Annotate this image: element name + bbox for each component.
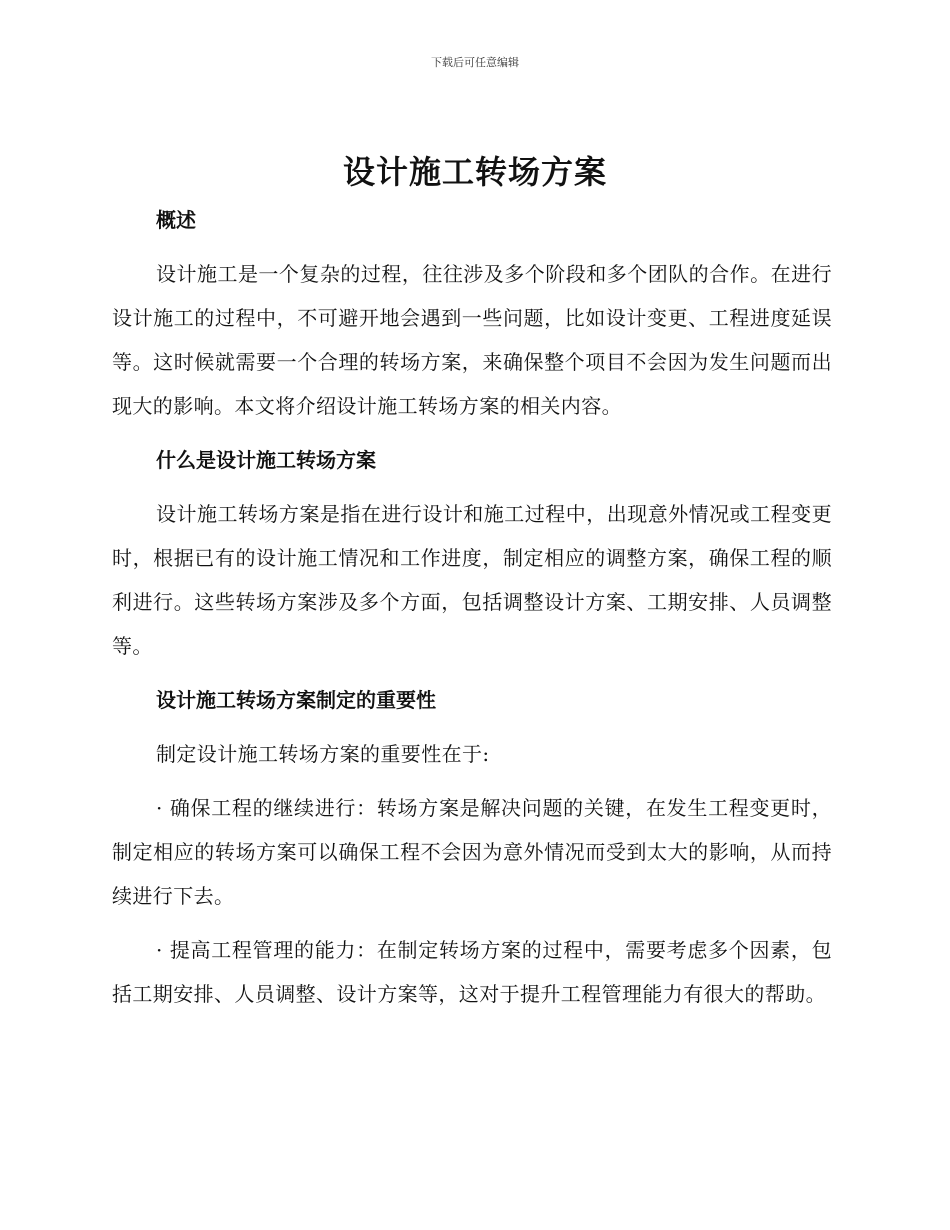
header-note: 下载后可任意编辑 <box>431 56 519 69</box>
bullet-continuity: · 确保工程的继续进行：转场方案是解决问题的关键，在发生工程变更时，制定相应的转场方案可以确保工程不会因为意外情况而受到太大的影响，从而持续进行下去。 <box>112 796 832 908</box>
paragraph-overview: 设计施工是一个复杂的过程，往往涉及多个阶段和多个团队的合作。在进行设计施工的过程中，不可避开地会遇到一些问题，比如设计变更、工程进度延误等。这时候就需要一个合理的转场方案，来确保整个项目不会因为发生问题而出现大的影响。本文将介绍设计施工转场方案的相关内容。 <box>112 262 832 418</box>
paragraph-importance-intro: 制定设计施工转场方案的重要性在于: <box>156 742 490 766</box>
section-heading-definition: 什么是设计施工转场方案 <box>156 448 376 472</box>
document-title: 设计施工转场方案 <box>342 153 607 191</box>
section-heading-overview: 概述 <box>156 208 196 232</box>
document-body <box>112 198 832 1026</box>
section-heading-importance: 设计施工转场方案制定的重要性 <box>156 688 436 712</box>
paragraph-definition: 设计施工转场方案是指在进行设计和施工过程中，出现意外情况或工程变更时，根据已有的设计施工情况和工作进度，制定相应的调整方案，确保工程的顺利进行。这些转场方案涉及多个方面，包括调整设计方案、工期安排、人员调整等。 <box>112 502 832 658</box>
bullet-management: · 提高工程管理的能力：在制定转场方案的过程中，需要考虑多个因素，包括工期安排、人员调整、设计方案等，这对于提升工程管理能力有很大的帮助。 <box>112 938 832 1006</box>
